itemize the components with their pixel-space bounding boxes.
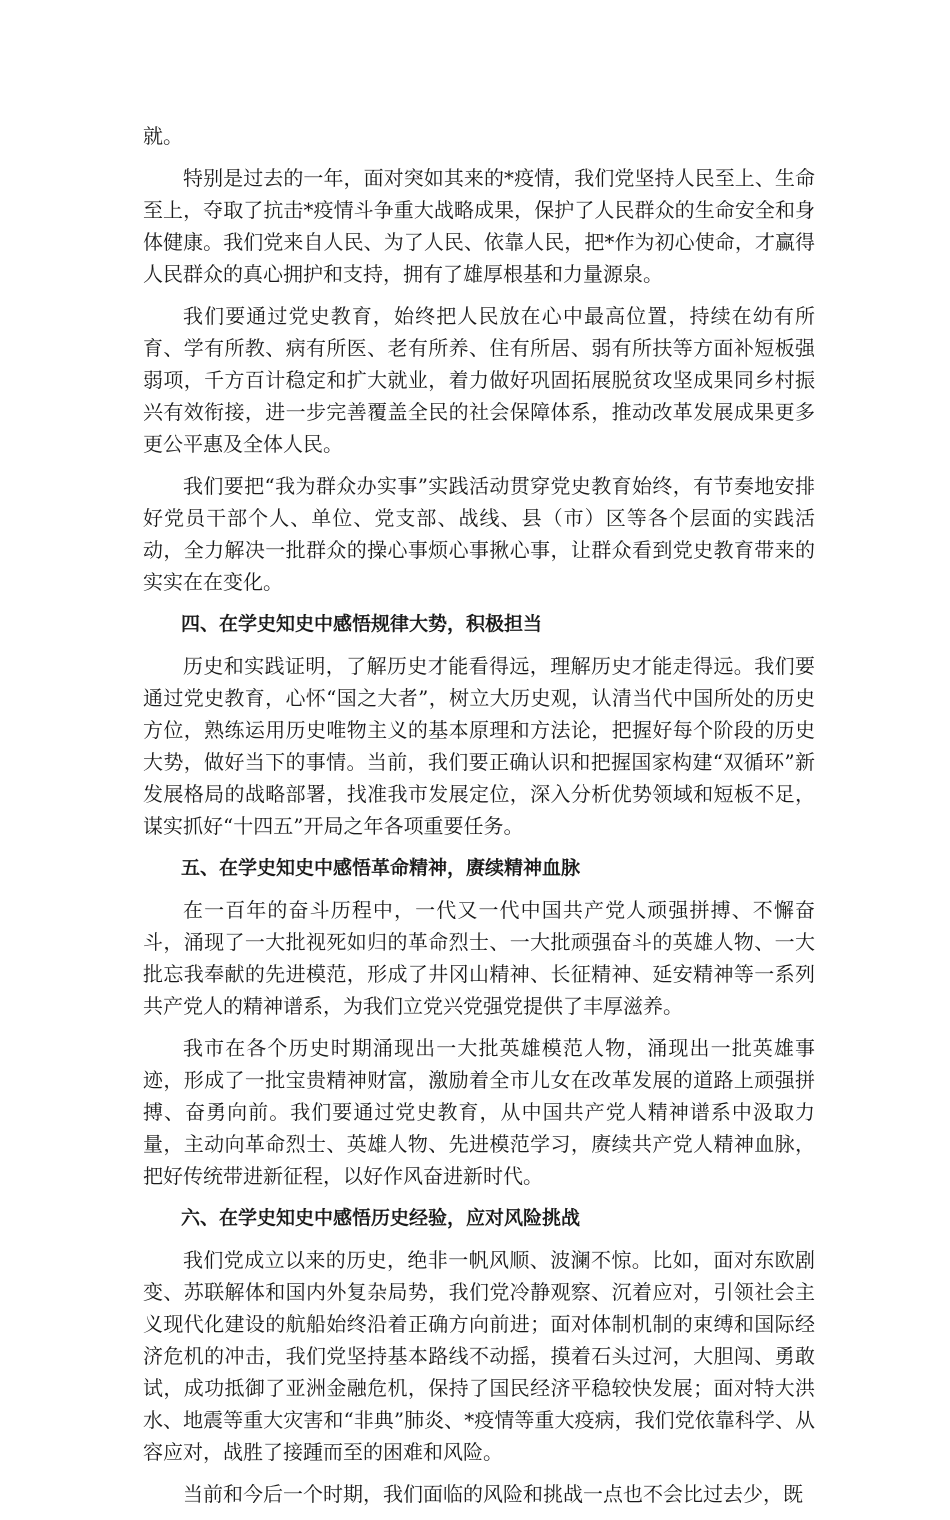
paragraph: 历史和实践证明，了解历史才能看得远，理解历史才能走得远。我们要通过党史教育，心怀“国之大者”，树立大历史观，认清当代中国所处的历史方位，熟练运用历史唯物主义的基本原理和方法论，把握好每个阶段的历史大势，做好当下的事情。当前，我们要正确认识和把握国家构建“双循环”新发展格局的战略部署，找准我市发展定位，深入分析优势领域和短板不足，谋实抓好“十四五”开局之年各项重要任务。 xyxy=(143,654,815,838)
paragraph: 在一百年的奋斗历程中，一代又一代中国共产党人顽强拼搏、不懈奋斗，涌现了一大批视死如归的革命烈士、一大批顽强奋斗的英雄人物、一大批忘我奉献的先进模范，形成了井冈山精神、长征精神、延安精神等一系列共产党人的精神谱系，为我们立党兴党强党提供了丰厚滋养。 xyxy=(143,898,815,1018)
section-heading: 五、在学史知史中感悟革命精神，赓续精神血脉 xyxy=(181,857,581,879)
paragraph: 我市在各个历史时期涌现出一大批英雄模范人物，涌现出一批英雄事迹，形成了一批宝贵精神财富，激励着全市儿女在改革发展的道路上顽强拼搏、奋勇向前。我们要通过党史教育，从中国共产党人精神谱系中汲取力量，主动向革命烈士、英雄人物、先进模范学习，赓续共产党人精神血脉，把好传统带进新征程，以好作风奋进新时代。 xyxy=(143,1036,815,1188)
paragraph: 我们要把“我为群众办实事”实践活动贯穿党史教育始终，有节奏地安排好党员干部个人、单位、党支部、战线、县（市）区等各个层面的实践活动，全力解决一批群众的操心事烦心事揪心事，让群众看到党史教育带来的实实在在变化。 xyxy=(143,474,815,594)
paragraph: 我们要通过党史教育，始终把人民放在心中最高位置，持续在幼有所育、学有所教、病有所医、老有所养、住有所居、弱有所扶等方面补短板强弱项，千方百计稳定和扩大就业，着力做好巩固拓展脱贫攻坚成果同乡村振兴有效衔接，进一步完善覆盖全民的社会保障体系，推动改革发展成果更多更公平惠及全体人民。 xyxy=(143,304,815,456)
document-page xyxy=(143,120,815,1520)
paragraph: 就。 xyxy=(143,124,183,148)
paragraph: 当前和今后一个时期，我们面临的风险和挑战一点也不会比过去少，既 xyxy=(183,1482,803,1506)
section-heading: 六、在学史知史中感悟历史经验，应对风险挑战 xyxy=(181,1207,581,1229)
section-heading: 四、在学史知史中感悟规律大势，积极担当 xyxy=(181,613,543,635)
paragraph: 我们党成立以来的历史，绝非一帆风顺、波澜不惊。比如，面对东欧剧变、苏联解体和国内外复杂局势，我们党冷静观察、沉着应对，引领社会主义现代化建设的航船始终沿着正确方向前进；面对体制机制的束缚和国际经济危机的冲击，我们党坚持基本路线不动摇，摸着石头过河，大胆闯、勇敢试，成功抵御了亚洲金融危机，保持了国民经济平稳较快发展；面对特大洪水、地震等重大灾害和“非典”肺炎、*疫情等重大疫病，我们党依靠科学、从容应对，战胜了接踵而至的困难和风险。 xyxy=(143,1248,815,1464)
paragraph: 特别是过去的一年，面对突如其来的*疫情，我们党坚持人民至上、生命至上，夺取了抗击*疫情斗争重大战略成果，保护了人民群众的生命安全和身体健康。我们党来自人民、为了人民、依靠人民，把*作为初心使命，才赢得人民群众的真心拥护和支持，拥有了雄厚根基和力量源泉。 xyxy=(143,166,815,286)
